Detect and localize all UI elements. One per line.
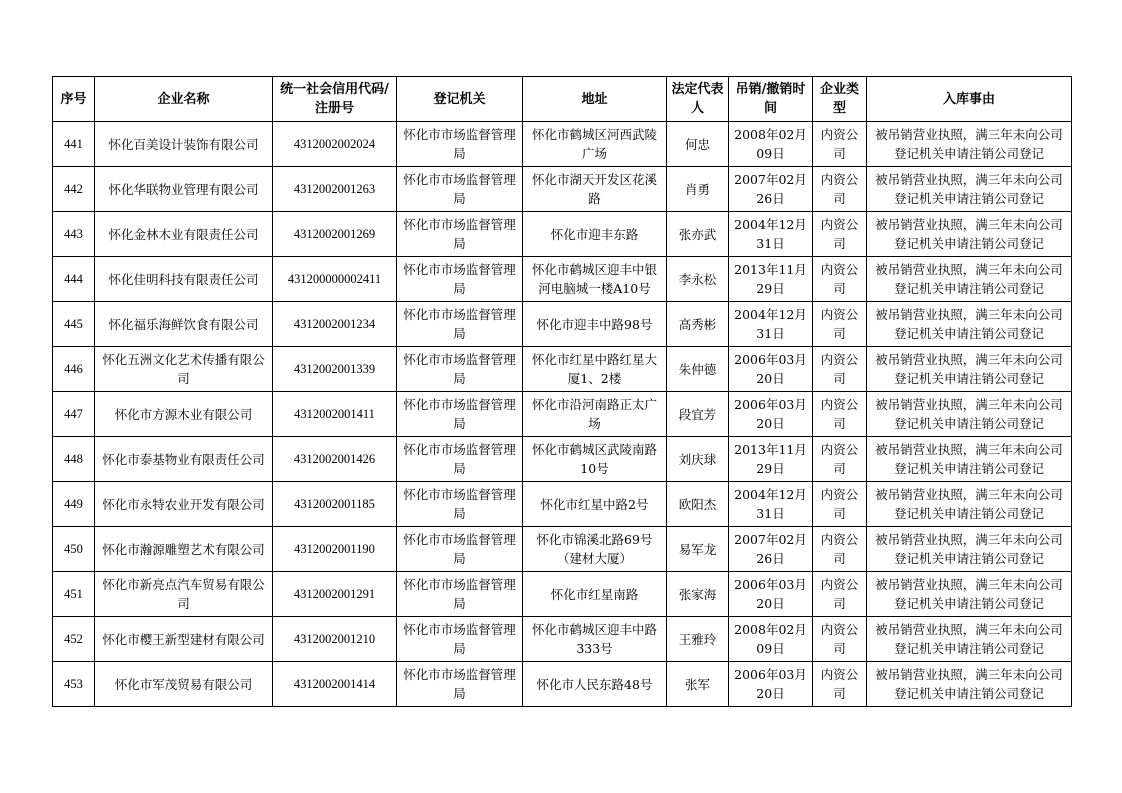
row-address: 怀化市锦溪北路69号（建材大厦） (523, 527, 667, 572)
table-row (53, 167, 1072, 212)
row-date: 2007年02月26日 (729, 167, 813, 212)
row-no: 448 (53, 437, 95, 482)
row-reason: 被吊销营业执照，满三年未向公司登记机关申请注销公司登记 (867, 662, 1072, 707)
row-rep: 易军龙 (667, 527, 729, 572)
table-row (53, 437, 1072, 482)
row-rep: 张家海 (667, 572, 729, 617)
row-type: 内资公司 (813, 302, 867, 347)
table-row (53, 572, 1072, 617)
row-date: 2008年02月09日 (729, 122, 813, 167)
header-name: 企业名称 (95, 77, 273, 122)
table-row (53, 482, 1072, 527)
row-no: 451 (53, 572, 95, 617)
table-body (53, 122, 1072, 707)
row-code: 4312002001210 (273, 617, 397, 662)
row-reason: 被吊销营业执照，满三年未向公司登记机关申请注销公司登记 (867, 527, 1072, 572)
row-address: 怀化市湖天开发区花溪路 (523, 167, 667, 212)
row-reason: 被吊销营业执照，满三年未向公司登记机关申请注销公司登记 (867, 572, 1072, 617)
row-type: 内资公司 (813, 347, 867, 392)
row-code: 4312002001291 (273, 572, 397, 617)
row-type: 内资公司 (813, 482, 867, 527)
row-authority: 怀化市市场监督管理局 (397, 302, 523, 347)
row-code: 4312002001263 (273, 167, 397, 212)
table-row (53, 302, 1072, 347)
revoked-enterprise-table (52, 76, 1072, 707)
row-type: 内资公司 (813, 122, 867, 167)
row-address: 怀化市鹤城区迎丰中银河电脑城一楼A10号 (523, 257, 667, 302)
row-type: 内资公司 (813, 437, 867, 482)
row-address: 怀化市迎丰东路 (523, 212, 667, 257)
row-code: 4312002001190 (273, 527, 397, 572)
row-name: 怀化五洲文化艺术传播有限公司 (95, 347, 273, 392)
row-type: 内资公司 (813, 662, 867, 707)
row-date: 2006年03月20日 (729, 572, 813, 617)
row-no: 441 (53, 122, 95, 167)
row-code: 4312002001185 (273, 482, 397, 527)
row-authority: 怀化市市场监督管理局 (397, 572, 523, 617)
row-authority: 怀化市市场监督管理局 (397, 527, 523, 572)
row-name: 怀化金林木业有限责任公司 (95, 212, 273, 257)
table-row (53, 257, 1072, 302)
row-rep: 张亦武 (667, 212, 729, 257)
row-no: 443 (53, 212, 95, 257)
row-rep: 高秀彬 (667, 302, 729, 347)
row-authority: 怀化市市场监督管理局 (397, 617, 523, 662)
row-reason: 被吊销营业执照，满三年未向公司登记机关申请注销公司登记 (867, 392, 1072, 437)
header-type: 企业类型 (813, 77, 867, 122)
row-reason: 被吊销营业执照，满三年未向公司登记机关申请注销公司登记 (867, 257, 1072, 302)
row-reason: 被吊销营业执照，满三年未向公司登记机关申请注销公司登记 (867, 122, 1072, 167)
row-code: 4312002001426 (273, 437, 397, 482)
header-address: 地址 (523, 77, 667, 122)
row-date: 2006年03月20日 (729, 347, 813, 392)
row-no: 445 (53, 302, 95, 347)
row-no: 447 (53, 392, 95, 437)
row-no: 442 (53, 167, 95, 212)
row-no: 453 (53, 662, 95, 707)
row-code: 4312002001234 (273, 302, 397, 347)
row-address: 怀化市红星南路 (523, 572, 667, 617)
row-address: 怀化市迎丰中路98号 (523, 302, 667, 347)
row-date: 2008年02月09日 (729, 617, 813, 662)
header-rep: 法定代表人 (667, 77, 729, 122)
row-date: 2007年02月26日 (729, 527, 813, 572)
row-name: 怀化市方源木业有限公司 (95, 392, 273, 437)
row-reason: 被吊销营业执照，满三年未向公司登记机关申请注销公司登记 (867, 437, 1072, 482)
row-authority: 怀化市市场监督管理局 (397, 347, 523, 392)
row-code: 431200000002411 (273, 257, 397, 302)
row-no: 449 (53, 482, 95, 527)
row-type: 内资公司 (813, 617, 867, 662)
row-rep: 欧阳杰 (667, 482, 729, 527)
table-row (53, 662, 1072, 707)
row-reason: 被吊销营业执照，满三年未向公司登记机关申请注销公司登记 (867, 212, 1072, 257)
header-row (53, 77, 1072, 122)
row-rep: 肖勇 (667, 167, 729, 212)
row-authority: 怀化市市场监督管理局 (397, 257, 523, 302)
row-name: 怀化华联物业管理有限公司 (95, 167, 273, 212)
table-row (53, 392, 1072, 437)
row-date: 2004年12月31日 (729, 212, 813, 257)
table-row (53, 527, 1072, 572)
row-address: 怀化市红星中路2号 (523, 482, 667, 527)
row-reason: 被吊销营业执照，满三年未向公司登记机关申请注销公司登记 (867, 482, 1072, 527)
row-date: 2004年12月31日 (729, 482, 813, 527)
row-no: 444 (53, 257, 95, 302)
header-date: 吊销/撤销时间 (729, 77, 813, 122)
row-name: 怀化市军茂贸易有限公司 (95, 662, 273, 707)
row-no: 452 (53, 617, 95, 662)
header-no: 序号 (53, 77, 95, 122)
table-row (53, 122, 1072, 167)
row-name: 怀化市瀚源雕塑艺术有限公司 (95, 527, 273, 572)
row-type: 内资公司 (813, 212, 867, 257)
row-code: 4312002001339 (273, 347, 397, 392)
row-authority: 怀化市市场监督管理局 (397, 212, 523, 257)
row-date: 2013年11月29日 (729, 437, 813, 482)
row-type: 内资公司 (813, 167, 867, 212)
row-name: 怀化百美设计装饰有限公司 (95, 122, 273, 167)
row-authority: 怀化市市场监督管理局 (397, 482, 523, 527)
row-address: 怀化市鹤城区河西武陵广场 (523, 122, 667, 167)
row-address: 怀化市人民东路48号 (523, 662, 667, 707)
row-name: 怀化福乐海鲜饮食有限公司 (95, 302, 273, 347)
row-rep: 刘庆球 (667, 437, 729, 482)
row-rep: 何忠 (667, 122, 729, 167)
row-name: 怀化佳明科技有限责任公司 (95, 257, 273, 302)
row-reason: 被吊销营业执照，满三年未向公司登记机关申请注销公司登记 (867, 167, 1072, 212)
row-address: 怀化市鹤城区迎丰中路333号 (523, 617, 667, 662)
header-code: 统一社会信用代码/注册号 (273, 77, 397, 122)
row-authority: 怀化市市场监督管理局 (397, 437, 523, 482)
row-authority: 怀化市市场监督管理局 (397, 122, 523, 167)
row-rep: 张军 (667, 662, 729, 707)
row-no: 446 (53, 347, 95, 392)
row-type: 内资公司 (813, 392, 867, 437)
row-type: 内资公司 (813, 257, 867, 302)
row-address: 怀化市红星中路红星大厦1、2楼 (523, 347, 667, 392)
row-authority: 怀化市市场监督管理局 (397, 662, 523, 707)
row-name: 怀化市永特农业开发有限公司 (95, 482, 273, 527)
row-rep: 朱仲德 (667, 347, 729, 392)
row-code: 4312002002024 (273, 122, 397, 167)
row-authority: 怀化市市场监督管理局 (397, 167, 523, 212)
row-rep: 段宜芳 (667, 392, 729, 437)
header-reason: 入库事由 (867, 77, 1072, 122)
row-address: 怀化市沿河南路正太广场 (523, 392, 667, 437)
header-authority: 登记机关 (397, 77, 523, 122)
row-type: 内资公司 (813, 572, 867, 617)
row-date: 2006年03月20日 (729, 662, 813, 707)
row-code: 4312002001411 (273, 392, 397, 437)
row-authority: 怀化市市场监督管理局 (397, 392, 523, 437)
row-date: 2013年11月29日 (729, 257, 813, 302)
row-date: 2004年12月31日 (729, 302, 813, 347)
row-name: 怀化市新亮点汽车贸易有限公司 (95, 572, 273, 617)
table-row (53, 212, 1072, 257)
row-name: 怀化市樱王新型建材有限公司 (95, 617, 273, 662)
row-name: 怀化市泰基物业有限责任公司 (95, 437, 273, 482)
row-rep: 李永松 (667, 257, 729, 302)
table-row (53, 617, 1072, 662)
row-code: 4312002001414 (273, 662, 397, 707)
row-address: 怀化市鹤城区武陵南路10号 (523, 437, 667, 482)
row-no: 450 (53, 527, 95, 572)
table-row (53, 347, 1072, 392)
row-reason: 被吊销营业执照，满三年未向公司登记机关申请注销公司登记 (867, 617, 1072, 662)
row-reason: 被吊销营业执照，满三年未向公司登记机关申请注销公司登记 (867, 347, 1072, 392)
row-date: 2006年03月20日 (729, 392, 813, 437)
row-code: 4312002001269 (273, 212, 397, 257)
row-reason: 被吊销营业执照，满三年未向公司登记机关申请注销公司登记 (867, 302, 1072, 347)
row-rep: 王雅玲 (667, 617, 729, 662)
row-type: 内资公司 (813, 527, 867, 572)
